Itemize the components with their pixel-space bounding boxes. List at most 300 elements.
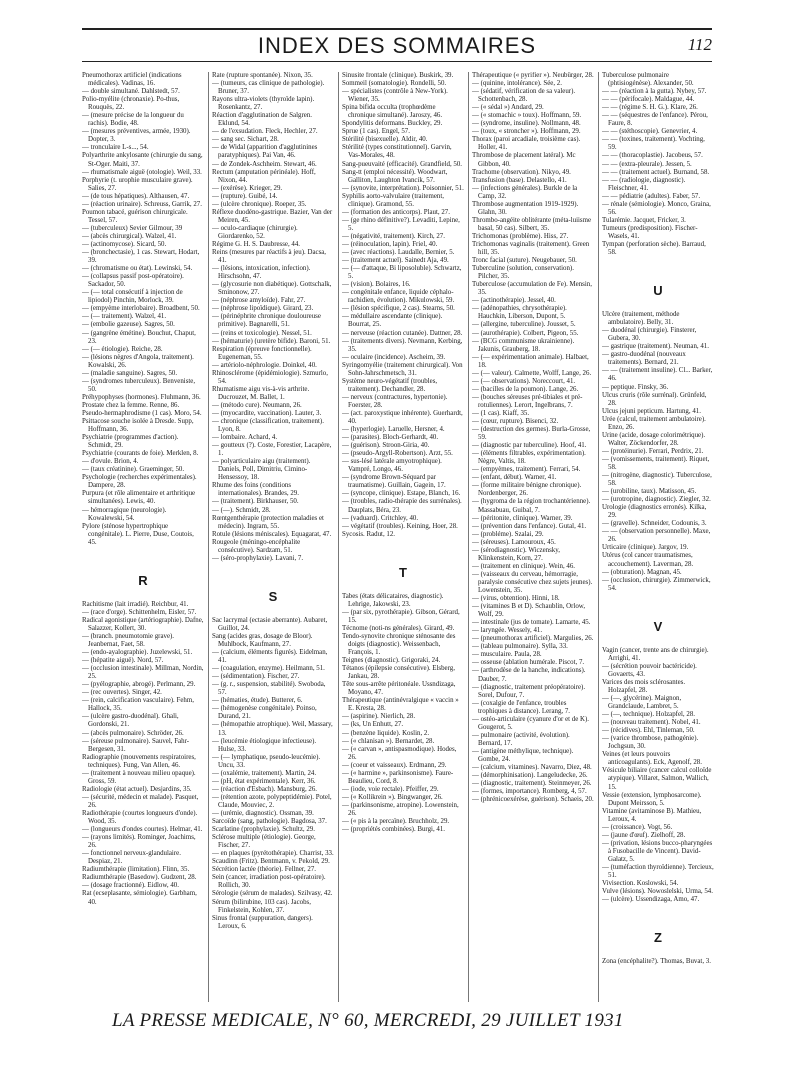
index-entry: — osseuse (ablation humérale. Piscot, 7. bbox=[472, 659, 585, 667]
index-entry: — (démorphinisation). Langeludecke, 26. bbox=[472, 772, 588, 780]
index-entry: — (collapsus passif post-opératoire). Sackador, 50. bbox=[82, 273, 184, 289]
index-entry: — (« pis à la percaïne). Bruchholz, 29. bbox=[342, 818, 450, 826]
index-entry: — (vision). Bolaires, 16. bbox=[342, 281, 411, 289]
index-entry: — (bacilles de la poumon). Lange, 26. bbox=[472, 385, 579, 393]
index-entry: — (longueurs d'ondes courtes). Helmar, 41. bbox=[82, 826, 203, 834]
index-entry: — (hépatite aiguë). Nord, 57. bbox=[82, 657, 164, 665]
index-entry: — (tableau pulmonaire). Sylla, 33. bbox=[472, 643, 568, 651]
index-entry: Sinus frontal (suppuration, dangers). Leroux, 6. bbox=[212, 914, 313, 930]
index-entry: — (embolie gazeuse). Sagres, 50. bbox=[82, 321, 175, 329]
index-entry: — (diagnostic par tuberculine). Hoof, 41. bbox=[472, 442, 587, 450]
index-entry: — (exérèse). Krieger, 29. bbox=[212, 184, 283, 192]
index-entry: — (vaisseaux du cerveau, hémorragie, paralysie consécutive chez sujets jeunes). Lowenstein, 35. bbox=[472, 570, 593, 594]
index-entry: Tête sous-arrête péritonéale. Ussndizaga, Moyano, 47. bbox=[342, 681, 456, 697]
index-entry: — lombaire. Achard, 4. bbox=[212, 434, 278, 442]
index-entry: — (act. paroxystique inhérente). Guerhardt, 40. bbox=[342, 409, 463, 426]
index-entry: Psychiatrie (courants de foie). Merklen, 8. bbox=[82, 450, 199, 458]
index-entry: — (bronchectasie), 1 cas. Stewart, Hodart, 39. bbox=[82, 249, 200, 265]
index-entry: — (pneumothorax artificiel). Margulies, 26. bbox=[472, 635, 594, 643]
index-entry: Sein (cancer, irradiation post-opératoire). Rollich, 30. bbox=[212, 874, 326, 890]
index-entry: — (propriétés combinées). Burgi, 41. bbox=[342, 826, 446, 834]
index-entry: — — (observation personnelle). Maxe, 26. bbox=[602, 528, 711, 544]
index-entry: — (ulcère chronique). Roeper, 35. bbox=[212, 200, 307, 208]
index-entry: Ulcus cruris (rôle surrénal). Grünfeld, 28. bbox=[602, 391, 707, 407]
index-entry: — (néphrose lipoïdique). Girard, 23. bbox=[212, 305, 314, 313]
index-entry: Vésicule biliaire (cancer calcul colloïde atypique). Villaret, Salmon, Wallich, 15. bbox=[602, 767, 712, 791]
index-entry: — (privation, lésions bucco-pharyngées à Fusobacille de Vincent). David-Galatz, 5. bbox=[602, 839, 713, 863]
index-entry: — (— d'attaque, Bi liposoluble). Schwartz, 5. bbox=[342, 265, 462, 281]
index-entry: Poumon tabacé, guérison chirurgicale. Tessel, 57. bbox=[82, 208, 188, 224]
index-entry: — (— traitement). Walzel, 41. bbox=[82, 313, 167, 321]
index-entry: Transfusion (base). Delastello, 41. bbox=[472, 176, 567, 184]
index-entry: — (coxalgie de l'enfance, troubles trophiques à distance). Lerang, 7. bbox=[472, 699, 571, 715]
index-entry: Trachome (observation). Nikyo, 49. bbox=[472, 168, 571, 176]
index-entry: Réflexe duodéno-gastrique. Bazier, Van der Meiren, 45. bbox=[212, 208, 333, 224]
index-entry: Stérilité (types constitutionnel). Garvin, Vas-Morales, 48. bbox=[342, 144, 452, 160]
index-entry: — — pédiatrie (adultes). Faber, 57. bbox=[602, 192, 701, 200]
index-entry: — (croissance). Vogt, 56. bbox=[602, 823, 673, 831]
index-entry: Syphilis aorto-valvulaire (traitement, clinique). Gramond, 55. bbox=[342, 192, 444, 208]
index-entry: — (myocardite, vaccination). Lauter, 3. bbox=[212, 409, 322, 417]
index-entry: Sang-pueuvaité (efficacité). Grandfield, 50. bbox=[342, 160, 463, 168]
index-entry: — — (périfocale). Maldague, 44. bbox=[602, 96, 695, 104]
index-entry: Pylore (sténose hypertrophique congénitale). L. Pierre, Duse, Coutois, 45. bbox=[82, 522, 194, 546]
index-entry: Trichomonas (problème). Hiss, 27. bbox=[472, 232, 569, 240]
index-entry: — (1 cas). Kiaff, 35. bbox=[472, 409, 530, 417]
index-entry: — (aspirine). Nierlich, 28. bbox=[342, 713, 416, 721]
index-entry: — (lésions, intoxication, infection). Hirschsohn, 47. bbox=[212, 265, 311, 281]
index-entry: — artériolo-néphrologie. Doinkel, 40. bbox=[212, 361, 317, 369]
index-entry: — (pseudo-Argyll-Robertson). Arzt, 55. bbox=[342, 450, 453, 458]
index-entry: Sprue (1 cas). Engel, 57. bbox=[342, 128, 410, 136]
index-entry: Rhinosclérome (épidémiologie). Szmurlo, 54. bbox=[212, 369, 328, 385]
index-entry: — (hématies, étude). Butterer, 6. bbox=[212, 697, 303, 705]
index-entry: Thorax (paroi arcadiale, troisième cas). Holler, 41. bbox=[472, 136, 581, 152]
index-entry: — gastrique (traitement). Neuman, 41. bbox=[602, 343, 709, 351]
index-entry: Psychologie (recherches expérimentales). Dampere, 28. bbox=[82, 474, 197, 490]
index-entry: — intestinale (jus de tomate). Lamarte, 45. bbox=[472, 619, 591, 627]
index-entry: Tuberculose (accumulation de Fe). Mensin, 35. bbox=[472, 281, 592, 297]
index-column-1 bbox=[82, 72, 204, 1002]
index-entry: — (empyèmes, traitement). Ferrari, 54. bbox=[472, 466, 581, 474]
index-entry: — (par six, pyrothérapie). Gibson, Gérard, 15. bbox=[342, 608, 460, 624]
index-entry: — (diagnostic, traitement). Steinmeyer, 26. bbox=[472, 780, 592, 788]
index-entry: — (—, glycérine). Maignon, Grandclaude, Lambret, 5. bbox=[602, 695, 682, 711]
index-entry: — (empyème interlobaire). Broadbent, 50. bbox=[82, 305, 200, 313]
index-entry: — (« sédal ») Andard, 29. bbox=[472, 104, 544, 112]
index-entry: — oculaire (incidence). Ascheim, 39. bbox=[342, 353, 446, 361]
index-entry: Thrombo-angéite oblitérante (méta-luiisme basal, 50 cas). Silbert, 35. bbox=[472, 216, 592, 232]
index-entry: — (— observations). Noreccourt, 41. bbox=[472, 377, 576, 385]
index-entry: Spina bifida occulta (trophœdème chronique simultané). Jaroszy, 46. bbox=[342, 104, 443, 120]
index-entry: — (endo-ayalographie). Juzelewski, 51. bbox=[82, 649, 193, 657]
index-entry: Rougeole (méningo-encéphalite consécutive). Sardzam, 51. bbox=[212, 538, 301, 554]
index-entry: — (rec ouvertes). Singer, 42. bbox=[82, 689, 162, 697]
index-entry: — (« harmine », parkinsonisme). Faure-Beaulieu, Cord, 8. bbox=[342, 769, 454, 785]
index-entry: Radical agonistique (artériographie). Dafne, Salazzer, Kollert, 30. bbox=[82, 616, 204, 632]
header-rule-bottom bbox=[82, 61, 712, 62]
index-entry: — — (traitement actuel). Burnand, 58. bbox=[602, 168, 710, 176]
index-entry: — polyarticulaire aigu (traitement). Daniels, Poll, Dimitriu, Cimino-Hensessoy, 18. bbox=[212, 458, 311, 482]
index-entry: Varices des mois sclérosantes. Holzapfel, 28. bbox=[602, 678, 686, 694]
index-entry: — (abcès chirurgical). Walzel, 41. bbox=[82, 232, 177, 240]
index-entry: — (occlusion intestinale). Millman, Nordin, 25. bbox=[82, 665, 204, 681]
index-entry: Sang-tt (emploi nécessité). Woodwart, Galliton, Laughton Ivancik, 57. bbox=[342, 168, 448, 184]
index-entry: — (gangrène émétine). Bouchut, Chaput, 23. bbox=[82, 329, 196, 345]
index-entry: Tabes (états délicataires, diagnostic). Lehrige, Jakowski, 23. bbox=[342, 592, 444, 608]
index-entry: — (traitement en clinique). Wein, 46. bbox=[472, 562, 576, 570]
index-entry: Utérus (col cancer traumatismes, accouchement). Laverman, 28. bbox=[602, 552, 694, 568]
index-entry: — (nouveau traitement). Nobel, 41. bbox=[602, 719, 701, 727]
index-entry: — nerveuse (réaction cutanée). Dattner, 28. bbox=[342, 329, 463, 337]
index-entry: Técnome (noti-ns générales). Girard, 49. bbox=[342, 624, 455, 632]
column-divider bbox=[598, 72, 599, 1002]
index-entry: Radiographie (mouvements respiratoires, techniques). Fung, Van Allen, 46. bbox=[82, 753, 196, 769]
index-entry: — double simultané. Dahlstedt, 57. bbox=[82, 88, 180, 96]
index-entry: — en plaques (pyrétothérapie). Charrist, 33. bbox=[212, 850, 334, 858]
index-entry: Scarlatine (prophylaxie). Schultz, 29. bbox=[212, 826, 315, 834]
index-entry: — végétatif (troubles). Keining, Hoer, 28. bbox=[342, 522, 458, 530]
index-entry: — (infections générales). Burkle de la Camp, 32. bbox=[472, 184, 578, 200]
index-entry: — spécialistes (contrôle à New-York). Wiener, 35. bbox=[342, 88, 448, 104]
index-entry: — sang sec. Sichart, 28. bbox=[212, 136, 279, 144]
index-entry: Porphyrie (t. urophie musculaire grave). Salies, 27. bbox=[82, 176, 193, 192]
index-entry: Vulve (lésions). Nowoslelski, Urma, 54. bbox=[602, 888, 713, 896]
index-entry: — (destruction des germes). Burla-Grosse, 59. bbox=[472, 426, 591, 442]
index-entry: Zona (encéphalite?). Thomas, Buvat, 3. bbox=[602, 958, 711, 966]
index-entry: — (aurothérapie). Colbert, Pigeon, 55. bbox=[472, 329, 579, 337]
index-entry: — (reins et toxicologie). Nessel, 51. bbox=[212, 329, 312, 337]
index-entry: — (formes, importance). Romberg, 4, 57. bbox=[472, 788, 587, 796]
index-entry: — (rayons limités). Rominger, Joachims, 26. bbox=[82, 834, 196, 850]
index-entry: — (séreuse pulmonaire). Sauvel, Fahr-Bergesen, 31. bbox=[82, 737, 190, 753]
index-entry: Sinusite frontale (clinique). Buskirk, 39. bbox=[342, 72, 454, 79]
index-entry: — (hémopathie atrophique). Weil, Massary, 13. bbox=[212, 721, 333, 737]
index-entry: — (tuméfaction thyroïdienne). Tercieux, 51. bbox=[602, 863, 714, 880]
index-entry: — (rein, calcification vasculaire). Fehm, Hallock, 35. bbox=[82, 697, 194, 713]
section-letter: R bbox=[138, 572, 148, 588]
index-entry: — (pH, état expérimentale). Kerr, 36. bbox=[212, 777, 316, 785]
index-entry: Radiothérapie (courtes longueurs d'onde). Wood, 35. bbox=[82, 809, 198, 826]
section-letter: V bbox=[653, 618, 663, 634]
index-entry: Système neuro-végétatif (troubles, traitement). Dechandler, 28. bbox=[342, 377, 438, 393]
index-entry: Rayons ultra-violets (thyroïde lapin). Rosenkantz, 27. bbox=[212, 96, 315, 112]
index-entry: — (syndromes tuberculeux). Benveniste, 50. bbox=[82, 377, 196, 393]
page-number: 112 bbox=[687, 35, 712, 54]
index-entry: — (urémie, diagnostic). Ossman, 39. bbox=[212, 809, 314, 817]
index-entry: — (protéinurie). Ferrari, Perdrix, 21. bbox=[602, 447, 704, 455]
index-entry: — (BCG communisme ukrainienne). Jakunis, Grauberg, 18. bbox=[472, 337, 575, 353]
index-entry: Pneumothorax artificiel (indications médicales). Vadinas, 16. bbox=[82, 72, 182, 88]
column-divider bbox=[338, 72, 339, 1002]
page-footer bbox=[112, 1010, 712, 1036]
index-entry: — (hygroma de la région trochantérienne). Massabuau, Guibal, 7. bbox=[472, 498, 591, 514]
index-entry: — peptique. Finsky, 36. bbox=[602, 383, 669, 391]
index-entry: — (cœur, rupture). Bisenci, 32. bbox=[472, 418, 559, 426]
index-entry: — — (thoracoplastie). Jacobeus, 57. bbox=[602, 152, 703, 160]
index-entry: Rotule (lésions méniscales). Equagarat, 47. bbox=[212, 530, 332, 538]
index-entry: — (ge rhino définitive?). Levaditi, Lepine, 5. bbox=[342, 216, 460, 232]
index-entry: — de Widal (apparition d'agglutinines paratyphiques). Pai Van, 46. bbox=[212, 144, 318, 160]
index-entry: — rénale (sémiologie). Monco, Graina, 56. bbox=[602, 200, 711, 216]
index-entry: — (gravelle). Schneider, Codounis, 3. bbox=[602, 520, 707, 528]
index-entry: Sac lacrymal (ectasie aberrante). Aubaret, Guillot, 24. bbox=[212, 616, 328, 632]
index-entry: — (varice thrombose, pathogénie). Jochgsun, 30. bbox=[602, 735, 699, 751]
index-entry: — nerveux (contractures, hypertonie). Foerster, 28. bbox=[342, 393, 448, 409]
index-entry: Réaction d'agglutination de Salgren. Eklund, 54. bbox=[212, 112, 312, 128]
index-entry: — (urobiline, taux). Matisson, 45. bbox=[602, 488, 697, 496]
index-entry: — (actinomycose). Sicard, 50. bbox=[82, 240, 167, 248]
index-entry: — (tumeurs, cas clinique de pathologie). Bruner, 37. bbox=[212, 80, 325, 96]
index-entry: — (prévention dans l'enfance). Gutal, 41. bbox=[472, 522, 587, 530]
index-entry: — (coagulation, enzyme). Heilmann, 51. bbox=[212, 665, 325, 673]
index-entry: Sommeil (somatologie). Rondelli, 50. bbox=[342, 80, 447, 88]
index-entry: — (réinoculation, lapin). Friel, 40. bbox=[342, 240, 438, 248]
index-entry: Radiumthérapie (Basedow). Gudzent, 28. bbox=[82, 874, 197, 882]
index-entry: — (troubles, radio-thérapie des surrénales). Dauplats, Béra, 23. bbox=[342, 498, 462, 514]
index-entry: — (probléme). Szalai, 29. bbox=[472, 530, 544, 538]
index-entry: Urologie (diagnostics erronés). Kilka, 29. bbox=[602, 504, 707, 520]
index-entry: Tronc facial (suture). Neugebauer, 50. bbox=[472, 257, 577, 265]
index-entry: — (sédatif, vérification de sa valeur). Schottenbach, 28. bbox=[472, 88, 576, 104]
section-letter: T bbox=[399, 564, 407, 580]
index-entry: — (calcium, éléments figurés). Eidelman, 41. bbox=[212, 649, 328, 665]
index-entry: — (parkinsonisme, atropine). Lowenstein, 26. bbox=[342, 801, 459, 817]
column-divider bbox=[208, 72, 209, 1002]
index-entry: Régime G. H. S. Daubresse, 44. bbox=[212, 240, 301, 248]
index-entry: — (leucémie étiologique infectieuse). Hulse, 33. bbox=[212, 737, 317, 753]
index-entry: Vivisection. Koslowski, 54. bbox=[602, 880, 679, 888]
index-entry: Thrombose de placement latéral). Mc Gibbon, 40. bbox=[472, 152, 576, 168]
index-entry: — — (radiologie, diagnostic). Fleischner, 41. bbox=[602, 176, 686, 192]
index-entry: — (syncope, clinique). Estape, Blanch, 16. bbox=[342, 490, 461, 498]
index-entry: — (phrénicoexérèse, guérison). Schaeis, 20. bbox=[472, 796, 594, 804]
index-entry: — (hyperlogie). Laruelle, Hersner, 4. bbox=[342, 426, 445, 434]
index-entry: — (benzène liquide). Koslin, 2. bbox=[342, 729, 430, 737]
index-entry: — — (toxines, traitement). Vochting, 59. bbox=[602, 136, 705, 152]
index-entry: Teignes (diagnostic). Grigoraki, 24. bbox=[342, 657, 441, 665]
index-entry: — (périnéphrite chronique douloureuse primitive). Bagnarelli, 51. bbox=[212, 313, 321, 329]
index-entry: — sus-lésé latérale amyotrophique). Vampré, Longo, 46. bbox=[342, 458, 442, 474]
index-entry: Spondylitis deformans. Buckley, 29. bbox=[342, 120, 443, 128]
index-entry: — (traitements divers). Nevmann, Kerbing, 35. bbox=[342, 337, 463, 353]
index-entry: — (—). Schmidt, 28. bbox=[212, 506, 271, 514]
index-entry: Rat (ecseplasante, sémiologie). Garbham, 40. bbox=[82, 890, 197, 906]
index-entry: — (sécurité, médecin et malade). Pasquet, 26. bbox=[82, 793, 199, 809]
index-entry: — (calcium, vitamines). Navarro, Diez, 48. bbox=[472, 764, 592, 772]
index-entry: Stérilité (bisexuelle). Aldir, 40. bbox=[342, 136, 428, 144]
index-entry: — (arthrodèse de la hanche, indications). Dauber, 7. bbox=[472, 667, 586, 683]
index-entry: Respiration (épreuve fonctionnelle). Eugeneman, 55. bbox=[212, 345, 312, 361]
footer-text: LA PRESSE MEDICALE, N° 60, MERCREDI, 29 JUILLET 1931 bbox=[112, 1010, 624, 1031]
index-entry: Purpura (et rôle alimentaire et arthritique simultanées). Lewis, 40. bbox=[82, 490, 196, 506]
index-entry: Sécrétion lactée (théorie). Fellner, 27. bbox=[212, 866, 316, 874]
index-entry: — (avec réactions). Laudalle, Bernier, 5. bbox=[342, 249, 455, 257]
index-entry: — — (extra-pleurale). Jessen, 5. bbox=[602, 160, 692, 168]
index-entry: — (tuberculeux) Sevier Gilmour, 39 bbox=[82, 224, 183, 232]
index-entry: — (maladie sanguine). Sagres, 50. bbox=[82, 369, 178, 377]
index-entry: — d'ovule. Brion, 4. bbox=[82, 458, 139, 466]
index-entry: — (taux créatinine). Graeminger, 50. bbox=[82, 466, 185, 474]
index-entry: — (oxalémie, traitement). Martin, 24. bbox=[212, 769, 317, 777]
index-entry: Tétanos (épilepsie consécutive). Elsberg, Jankau, 28. bbox=[342, 665, 455, 681]
index-entry: — (— valeur). Calmette, Wolff, Lange, 26. bbox=[472, 369, 592, 377]
index-entry: — pulmonaire (activité, évolution). Bernard, 17. bbox=[472, 731, 570, 747]
section-letter: U bbox=[653, 283, 663, 299]
index-entry: — (nitrogène, diagnostic). Tuberculose, 58. bbox=[602, 472, 712, 488]
index-entry: — (enfant, début). Warner, 41. bbox=[472, 474, 557, 482]
index-entry: — (de tous hépatiques). Althausen, 47. bbox=[82, 192, 190, 200]
index-entry: — laryngée. Wessely, 41. bbox=[472, 627, 543, 635]
index-entry: Rate (rupture spontanée). Nixon, 35. bbox=[212, 72, 313, 79]
index-entry: — (« Kollikrein »). Bingwanger, 26. bbox=[342, 793, 443, 801]
column-divider bbox=[468, 72, 469, 1002]
index-entry: Veines (et leurs pouvoirs anticoagulants). Eck, Agenolf, 28. bbox=[602, 751, 702, 767]
index-entry: — (virus, obtention). Hinni, 18. bbox=[472, 595, 560, 603]
index-entry: — — (traitement insuline). Cl... Barker, 46. bbox=[602, 367, 713, 383]
index-entry: — gastro-duodénal (nouveaux traitements). Bernard, 21. bbox=[602, 351, 686, 367]
index-entry: Ulcère (traitement, méthode ambulatoire). Belly, 31. bbox=[602, 311, 680, 327]
index-entry: Trichomonas vaginalis (traitement). Green hill, 35. bbox=[472, 240, 590, 257]
index-entry: — (toux, « stroncher »). Hoffmann, 29. bbox=[472, 128, 581, 136]
index-entry: Vitamine (avitaminose B). Mathieu, Leroux, 4. bbox=[602, 807, 702, 823]
index-entry: — (occlusion, chirurgie). Zimmerwick, 54. bbox=[602, 576, 711, 592]
index-entry: — (syndrome, insuline). Nollmann, 48. bbox=[472, 120, 581, 128]
index-entry: — (race d'orge). Schittenhelm, Eisler, 57. bbox=[82, 608, 197, 616]
index-entry: Tuberculine (solution, conservation). Pilcher, 35. bbox=[472, 265, 574, 281]
index-entry: — (péritonite, clinique). Warner, 39. bbox=[472, 514, 573, 522]
index-entry: — musculaire. Paula, 28. bbox=[472, 651, 542, 659]
index-entry: — (hématurie) (uretère bifide). Baroni, 51. bbox=[212, 337, 331, 345]
index-entry: Urticaire (clinique). Jargov, 19. bbox=[602, 544, 689, 552]
index-entry: — (obturation). Magnan, 45. bbox=[602, 568, 682, 576]
index-entry: Rœntgenthérapie (protection maladies et médecin). Ingram, 55. bbox=[212, 514, 324, 530]
index-entry: — (éléments filtrables, expérimentation). Nègre, Valtis, 18. bbox=[472, 450, 586, 466]
index-entry: Radiumthérapie (limitation). Flinn, 35. bbox=[82, 866, 190, 874]
index-entry: Tendo-synovite chronique sténosante des doigts (diagnostic). Weissenbach, François, 1. bbox=[342, 632, 456, 657]
index-entry: Sclérose multiple (étiologie). George, Fischer, 27. bbox=[212, 834, 316, 850]
index-entry: — (branch. pneumotomie grave). Jeanbernat, Faet, 58. bbox=[82, 632, 175, 648]
index-entry: Urée (calcul, traitement ambulatoire). Enzo, 26. bbox=[602, 415, 706, 431]
index-entry: — (mesures préventives, armée, 1930). Dopter, 3. bbox=[82, 128, 191, 144]
index-entry: — tronculaire L-s..., 54. bbox=[82, 144, 149, 152]
index-entry: Thérapeutique (antinévralgique « vaccin » E. Kresta, 28. bbox=[342, 697, 459, 713]
index-entry: Rachitisme (lait irradié). Reichbur, 41. bbox=[82, 600, 189, 608]
index-entry: — (« chlanisan »). Bernardet, 28. bbox=[342, 737, 435, 745]
index-entry: — (formation des anticorps). Plaut, 27. bbox=[342, 208, 450, 216]
index-entry: — ostéo-articulaire (cyanure d'or et de K). Gougerot, 5. bbox=[472, 715, 589, 731]
index-entry: — (sérodiagnostic). Wiczensky, Klinkenstein, Korn, 27. bbox=[472, 546, 560, 562]
index-entry: — (forme militaire bénigne chronique). Nordenberger, 26. bbox=[472, 482, 582, 498]
index-entry: — (quinine, intolérance). Sée, 2. bbox=[472, 80, 562, 88]
index-entry: — oculo-cardiaque (chirurgie). Giordarenko, 52. bbox=[212, 224, 298, 240]
index-entry: Prostate chez la femme. Renne, 86. bbox=[82, 401, 180, 409]
index-entry: Sang (acides gras, dosage de Bloor). Muhlbock, Kaufmann, 27. bbox=[212, 632, 313, 648]
index-entry: Vessie (extension, lymphosarcome). Dupont Meirsson, 5. bbox=[602, 791, 702, 807]
index-entry: — (réaction d'Esbach). Mansburg, 26. bbox=[212, 785, 318, 793]
index-entry: — (négativité, traitement). Kirch, 27. bbox=[342, 232, 445, 240]
index-entry: — (ulcère gastro-duodénal). Ghali, Gordonski, 21. bbox=[82, 713, 179, 729]
index-entry: — (abcès pulmonaire). Schröder, 26. bbox=[82, 729, 184, 737]
index-entry: — (diagnostic, traitement préopératoire). Sorel, Dufour, 7. bbox=[472, 683, 586, 699]
index-entry: Psittacose souche isolée à Dresde. Supp, Hoffmann, 36. bbox=[82, 418, 194, 434]
index-entry: — (método cure). Neumann, 26. bbox=[212, 401, 302, 409]
index-entry: — (ulcère). Ussendizaga, Amo, 47. bbox=[602, 896, 700, 904]
page-header bbox=[82, 28, 712, 64]
index-entry: — (vomissements, traitement). Riquet, 58. bbox=[602, 455, 710, 471]
index-entry: Psychiatrie (programmes d'action). Schmidt, 29. bbox=[82, 434, 179, 450]
index-entry: Reins (mesures par réactifs à jeu). Dacsa, 41. bbox=[212, 249, 327, 265]
index-entry: — de Zondek-Aschheim. Stewart, 46. bbox=[212, 160, 317, 168]
index-entry: Ulcus jejuni pepticum. Hartung, 41. bbox=[602, 407, 701, 415]
section-letter: Z bbox=[654, 930, 662, 946]
index-entry: — fonctionnel nerveux-glandulaire. Despiaz, 21. bbox=[82, 850, 181, 866]
index-entry: — (séreuses). Lamouroux, 45. bbox=[472, 538, 556, 546]
index-entry: — (g. r., suspension, stabilité). Swoboda, 57. bbox=[212, 681, 326, 697]
index-entry: — (vaduard). Critchley, 40. bbox=[342, 514, 419, 522]
index-entry: — (néphrose amyloïde). Fahr, 27. bbox=[212, 297, 306, 305]
index-entry: — (dosage fractionné). Eidlow, 40. bbox=[82, 882, 179, 890]
index-entry: Préhypophyses (hormones). Fluhmann, 36. bbox=[82, 393, 201, 401]
index-entry: — — (séquestres de l'enfance). Pérou, Faure, 8. bbox=[602, 112, 708, 128]
index-entry: Thérapeutique (« pyrifier »). Neubürger, 28. bbox=[472, 72, 594, 79]
section-letter: S bbox=[268, 588, 278, 604]
index-column-4 bbox=[472, 72, 594, 1002]
index-entry: Scaudinn (Fritz). Bentmann, v. Pekold, 29. bbox=[212, 858, 330, 866]
page-title: INDEX DES SOMMAIRES bbox=[257, 33, 537, 58]
index-entry: Tularémie. Jacquet, Fricker, 3. bbox=[602, 216, 686, 224]
index-entry: — (lésions nègres d'Angola, traitement). Kowalski, 26. bbox=[82, 353, 194, 369]
index-entry: — (« stomachic » toux). Hoffmann, 59. bbox=[472, 112, 582, 120]
index-entry: Sarcoïde (sang, pathologie). Bagdosa, 37. bbox=[212, 818, 327, 826]
index-entry: — de l'exsudation. Fleck, Hechler, 27. bbox=[212, 128, 318, 136]
index-entry: Rectum (amputation périnéale). Hoff, Nixon, 44. bbox=[212, 168, 316, 184]
index-entry: — (— total consécutif à injection de lipiodol) Pinchin, Morlock, 39. bbox=[82, 289, 183, 305]
index-entry: — (traitement actuel). Sainedt Aja, 49. bbox=[342, 257, 449, 265]
index-entry: Pseudo-hermaphrodisme (1 cas). Moro, 54. bbox=[82, 409, 202, 417]
index-entry: — (vitamines B et D). Schaublin, Orlow, Wolf, 29. bbox=[472, 603, 586, 619]
index-entry: — chronique (classification, traitement). Lyon, 8. bbox=[212, 418, 324, 434]
index-entry: Rhume des foins (conditions internationales). Brandes, 29. bbox=[212, 482, 299, 498]
index-entry: — (guérison). Stroon-Giria, 40. bbox=[342, 442, 430, 450]
index-entry: — (rétention azote, polypeptidémie). Potel, Claude, Mouviec, 2. bbox=[212, 793, 332, 809]
index-entry: Polio-myélite (chronaxie). Po-thus, Rouquès, 22. bbox=[82, 96, 180, 112]
index-entry: Vagin (cancer, trente ans de chirurgie). Arrighi, 41. bbox=[602, 646, 709, 662]
index-entry: — (iode, voie rectale). Pfeiffer, 29. bbox=[342, 785, 439, 793]
index-entry: — (synovite, interprétation). Poisonnier, 51. bbox=[342, 184, 464, 192]
index-entry: — (chromatisme ou état). Lewinski, 54. bbox=[82, 265, 193, 273]
index-entry: — (syndrome Brown-Séquard par traumatisme). Guillain, Gagein, 17. bbox=[342, 474, 446, 490]
index-entry: — (—, technique). Holzapfel, 28. bbox=[602, 711, 695, 719]
index-column-3 bbox=[342, 72, 464, 1002]
index-entry: Tympan (perforation sèche). Barraud, 58. bbox=[602, 240, 706, 257]
index-entry: — (traitement à nouveau milieu opaque). Gross, 59. bbox=[82, 769, 196, 785]
index-entry: — médullaire ascendante (clinique). Bourrat, 25. bbox=[342, 313, 443, 329]
index-entry: Radiologie (état actuel). Desjardins, 35. bbox=[82, 785, 192, 793]
index-entry: Urine (acide, dosage colorimétrique). Walter, Zöckendorfer, 28. bbox=[602, 431, 706, 447]
index-entry: — (réaction urinaire). Schreuss, Garrik, 27. bbox=[82, 200, 202, 208]
header-rule-top bbox=[82, 28, 712, 30]
index-entry: — hémorragique (neurologie). Kowalewski, 54. bbox=[82, 506, 167, 522]
index-entry: — — (régime S. H. G.). Klare, 26. bbox=[602, 104, 698, 112]
index-entry: — (traitement). Birkhauser, 50. bbox=[212, 498, 299, 506]
index-entry: — (pyélographie, abrogé). Perlmann, 29. bbox=[82, 681, 196, 689]
index-entry: Thrombose augmentation 1919-1929). Glahn, 30. bbox=[472, 200, 579, 216]
index-entry: — (allergine, tuberculine). Jousset, 5. bbox=[472, 321, 576, 329]
index-column-5 bbox=[602, 72, 714, 1002]
index-entry: — congénitale enfance, liquide céphalo-rachidien, évolution). Mikulowski, 59. bbox=[342, 289, 455, 305]
index-entry: Sycosis. Radut, 12. bbox=[342, 530, 396, 538]
